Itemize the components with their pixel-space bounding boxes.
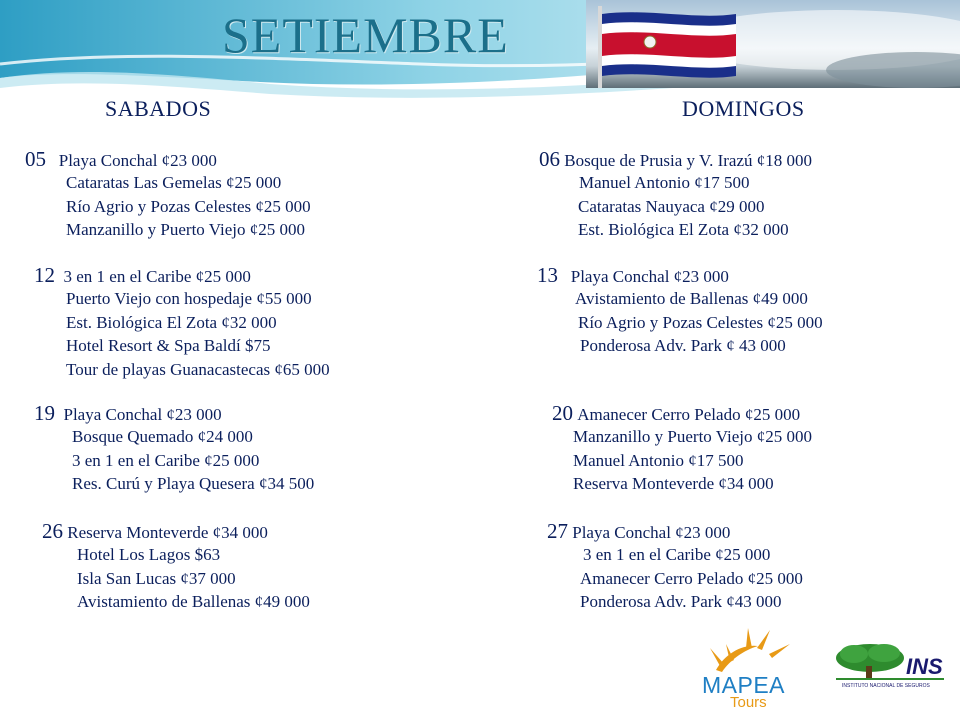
tour-item: Bosque Quemado ¢24 000 xyxy=(72,427,253,447)
saturday-entry xyxy=(42,520,310,614)
sunday-entry xyxy=(539,148,812,242)
tour-item: Hotel Los Lagos $63 xyxy=(77,545,221,565)
ins-logo-text: INS xyxy=(906,654,943,679)
tour-item: Ponderosa Adv. Park ¢ 43 000 xyxy=(580,336,786,356)
tour-item: Manzanillo y Puerto Viejo ¢25 000 xyxy=(573,427,812,447)
day-number: 20 xyxy=(552,401,573,425)
ins-tree-logo-icon xyxy=(832,640,946,690)
costa-rica-flag-image xyxy=(586,0,960,88)
saturday-entry xyxy=(25,148,311,242)
tour-item: Avistamiento de Ballenas ¢49 000 xyxy=(575,289,808,309)
flag-icon xyxy=(586,0,960,88)
saturday-entry xyxy=(34,264,330,381)
tour-item: 3 en 1 en el Caribe ¢25 000 xyxy=(63,267,251,286)
tour-item: Res. Curú y Playa Quesera ¢34 500 xyxy=(72,474,315,494)
tour-item: Tour de playas Guanacastecas ¢65 000 xyxy=(66,359,330,379)
tour-item: Avistamiento de Ballenas ¢49 000 xyxy=(77,592,310,612)
sunday-entry xyxy=(547,520,803,614)
tour-item: Río Agrio y Pozas Celestes ¢25 000 xyxy=(66,196,311,216)
tour-item: Reserva Monteverde ¢34 000 xyxy=(573,474,774,494)
tour-item: Amanecer Cerro Pelado ¢25 000 xyxy=(577,405,801,424)
tour-item: Playa Conchal ¢23 000 xyxy=(58,151,217,170)
day-number: 12 xyxy=(34,263,55,287)
tour-item: Reserva Monteverde ¢34 000 xyxy=(67,523,268,542)
tour-item: Ponderosa Adv. Park ¢43 000 xyxy=(580,592,782,612)
day-number: 06 xyxy=(539,147,560,171)
tour-item: Isla San Lucas ¢37 000 xyxy=(77,568,236,588)
day-number: 13 xyxy=(537,263,558,287)
ins-logo xyxy=(832,640,946,690)
tour-item: Manzanillo y Puerto Viejo ¢25 000 xyxy=(66,220,305,240)
tour-item: Est. Biológica El Zota ¢32 000 xyxy=(578,220,789,240)
tour-item: Puerto Viejo con hospedaje ¢55 000 xyxy=(66,289,312,309)
saturdays-heading: SABADOS xyxy=(105,96,212,121)
sundays-heading: DOMINGOS xyxy=(682,96,805,121)
tour-item: Río Agrio y Pozas Celestes ¢25 000 xyxy=(578,312,823,332)
ins-logo-subtext: INSTITUTO NACIONAL DE SEGUROS xyxy=(842,683,930,689)
day-number: 26 xyxy=(42,519,63,543)
tour-item: 3 en 1 en el Caribe ¢25 000 xyxy=(72,450,260,470)
tour-item: Playa Conchal ¢23 000 xyxy=(570,267,729,286)
tour-item: Cataratas Las Gemelas ¢25 000 xyxy=(66,173,282,193)
tour-item: Cataratas Nauyaca ¢29 000 xyxy=(578,196,765,216)
mapea-logo-text: MAPEA xyxy=(702,672,786,698)
page-title: SETIEMBRE xyxy=(222,7,509,63)
sunday-entry xyxy=(552,402,812,496)
day-number: 19 xyxy=(34,401,55,425)
day-number: 05 xyxy=(25,147,46,171)
tour-item: Est. Biológica El Zota ¢32 000 xyxy=(66,312,277,332)
tour-item: 3 en 1 en el Caribe ¢25 000 xyxy=(583,545,771,565)
tour-item: Hotel Resort & Spa Baldí $75 xyxy=(66,336,271,356)
mapea-logo-subtext: Tours xyxy=(730,694,767,711)
sunday-entry xyxy=(537,264,823,358)
tour-item: Playa Conchal ¢23 000 xyxy=(63,405,222,424)
day-number: 27 xyxy=(547,519,568,543)
tour-item: Manuel Antonio ¢17 500 xyxy=(573,450,744,470)
tour-item: Bosque de Prusia y V. Irazú ¢18 000 xyxy=(564,151,812,170)
saturday-entry xyxy=(34,402,314,496)
tour-item: Playa Conchal ¢23 000 xyxy=(572,523,731,542)
tour-item: Amanecer Cerro Pelado ¢25 000 xyxy=(580,568,803,588)
tour-item: Manuel Antonio ¢17 500 xyxy=(579,173,750,193)
